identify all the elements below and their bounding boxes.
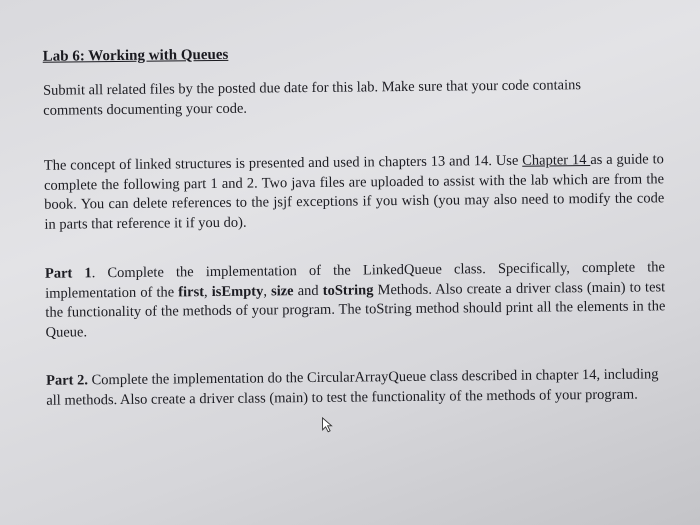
method-isempty: isEmpty [211, 282, 264, 300]
part-2-paragraph [46, 365, 666, 410]
part-1-paragraph [45, 258, 666, 342]
method-first: first [178, 283, 205, 300]
concept-text-end: as a guide to complete the following part 1 and 2. Two java files are uploaded to assist with the lab which are from the book. You can delete references to the jsjf exceptions if you wish (you may also need to modify the code in parts that reference it if you do). [43, 151, 665, 233]
concept-paragraph [44, 150, 665, 234]
separator: and [293, 282, 323, 299]
part-1-label: Part 1 [44, 265, 92, 282]
separator: , [263, 282, 272, 299]
mouse-pointer-icon [321, 417, 333, 433]
part-1-text-a: . Complete the implementation of the LinkedQueue class. Specifically, complete the implementation of the [45, 259, 666, 302]
chapter-14-link[interactable]: Chapter 14 [522, 152, 591, 169]
concept-text-start: The concept of linked structures is presented and used in chapters 13 and 14. Use [43, 152, 523, 174]
method-size: size [270, 282, 294, 299]
document-sheet [22, 0, 700, 525]
method-tostring: toString [322, 281, 374, 299]
part-2-label: Part 2. [46, 372, 89, 389]
separator: , [203, 283, 212, 300]
submission-instructions: Submit all related files by the posted due date for this lab. Make sure that your code contains comments documenting your code. [42, 77, 582, 119]
part-1-text-b: Methods. Also create a driver class (main) to test the functionality of the methods of your program. The toString method should print all the elements in the Queue. [45, 278, 666, 341]
part-2-text: Complete the implementation do the CircularArrayQueue class described in chapter 14, including all methods. Also create a driver class (main) to test the functionality of the methods of your program. [46, 366, 659, 409]
page-title: Lab 6: Working with Queues [42, 46, 229, 65]
